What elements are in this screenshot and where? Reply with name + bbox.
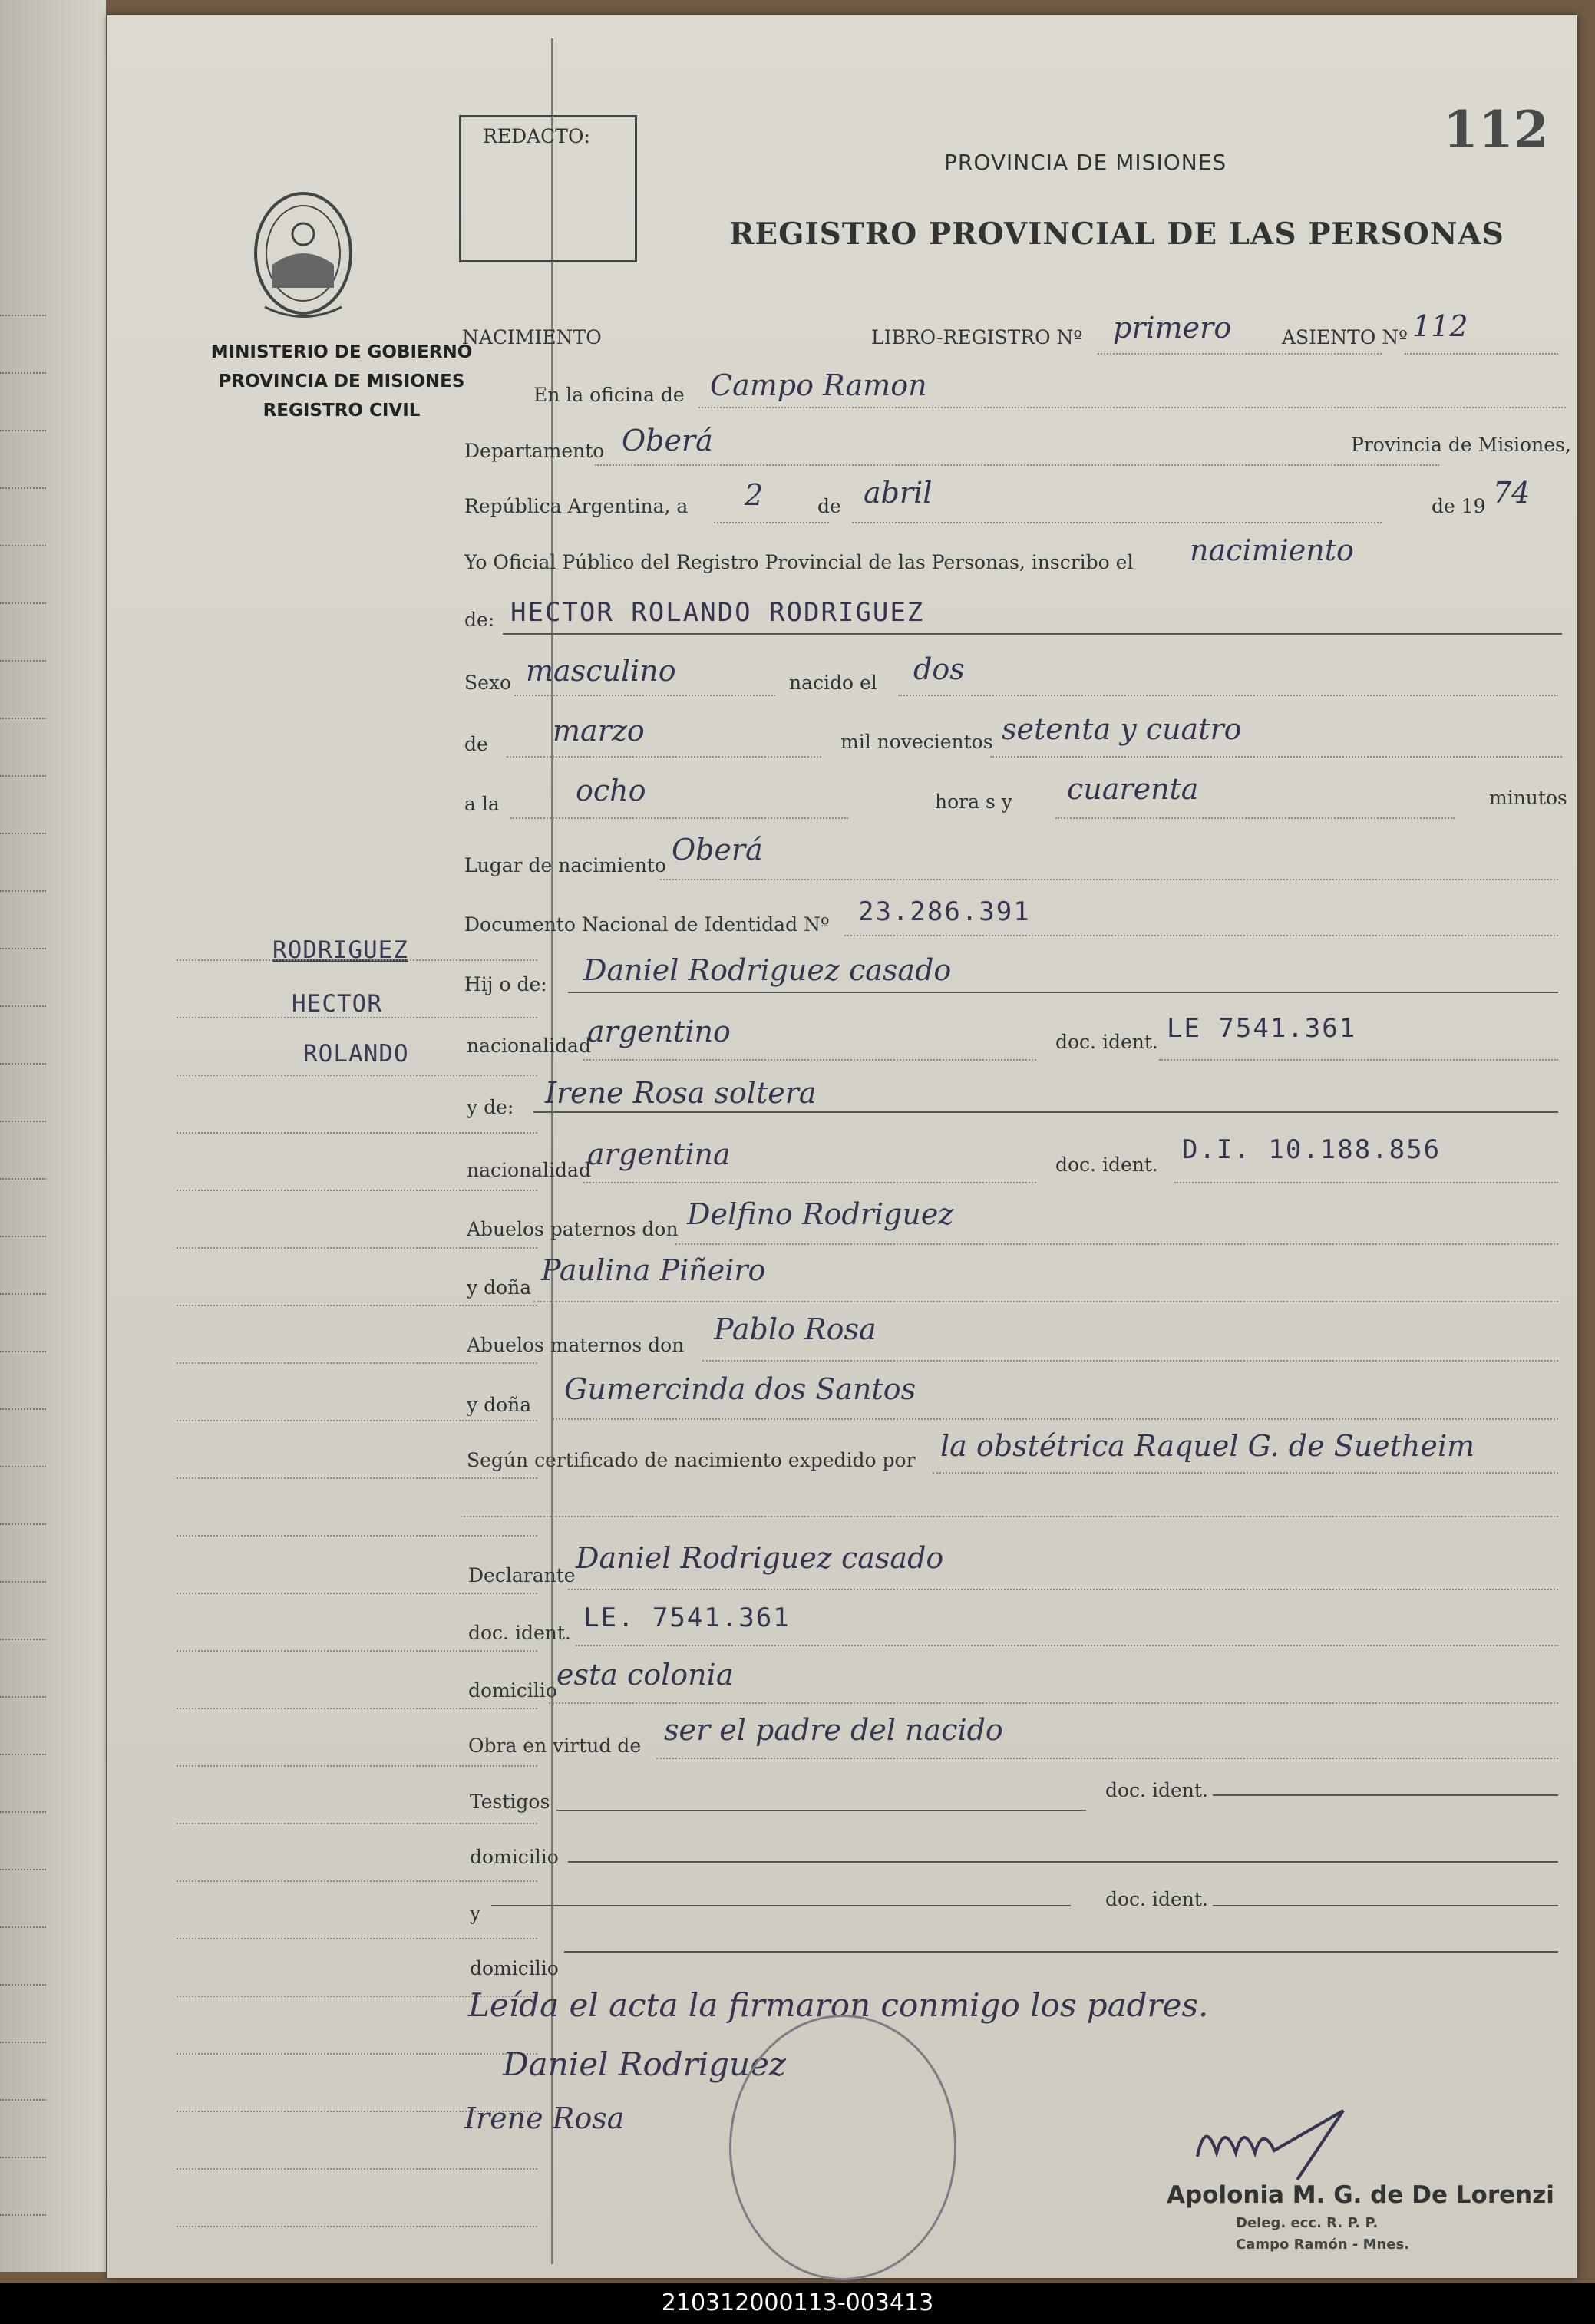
hora-line <box>510 817 848 819</box>
edge-rule <box>0 1581 46 1583</box>
edge-rule <box>0 1293 46 1295</box>
day-line <box>714 522 829 523</box>
docident3-line <box>576 1645 1558 1646</box>
nac2-value: argentina <box>587 1137 731 1171</box>
nombre-value: HECTOR ROLANDO RODRIGUEZ <box>510 597 925 628</box>
edge-rule <box>0 1926 46 1928</box>
edge-rule <box>0 1351 46 1352</box>
margin-rule <box>177 2226 537 2227</box>
margin-rule <box>177 1420 537 1421</box>
day-value: 2 <box>745 478 764 512</box>
edge-rule <box>0 1408 46 1410</box>
horas-label: hora s y <box>935 791 1012 813</box>
y-label: y <box>470 1902 481 1924</box>
edge-rule <box>0 2214 46 2216</box>
anio-nac-value: setenta y cuatro <box>1002 712 1242 746</box>
closing-line-3: Irene Rosa <box>464 2101 625 2135</box>
mes-nac-value: marzo <box>553 714 645 748</box>
domicilio2-label: domicilio <box>470 1846 559 1868</box>
abpat-line <box>675 1243 1558 1245</box>
edge-rule <box>0 315 46 316</box>
asiento-value: 112 <box>1412 309 1468 343</box>
ministry-heading <box>177 338 507 425</box>
madre-value: Irene Rosa soltera <box>545 1076 817 1110</box>
docident5-label: doc. ident. <box>1105 1888 1208 1910</box>
sexo-value: masculino <box>526 654 676 688</box>
abmat-label: Abuelos maternos don <box>467 1334 685 1356</box>
provincia-label: Provincia de Misiones, <box>1351 434 1571 456</box>
oficina-value: Campo Ramon <box>710 368 927 402</box>
edge-rule <box>0 1754 46 1755</box>
ydona1-label: y doña <box>467 1276 532 1299</box>
docident4-line <box>1213 1794 1558 1796</box>
abmat2-line <box>553 1418 1558 1420</box>
domicilio1-label: domicilio <box>468 1679 557 1702</box>
edge-rule <box>0 545 46 546</box>
docident2-label: doc. ident. <box>1055 1154 1158 1176</box>
margin-rule <box>177 1535 537 1537</box>
oficial-label: Yo Oficial Público del Registro Provincial de las Personas, inscribo el <box>464 551 1134 573</box>
domicilio1-value: esta colonia <box>556 1658 734 1692</box>
ydona2-label: y doña <box>467 1394 532 1416</box>
margin-rule <box>177 1190 537 1191</box>
obra-line <box>656 1758 1558 1759</box>
edge-rule <box>0 602 46 604</box>
edge-rule <box>0 718 46 719</box>
docident2-line <box>1174 1182 1558 1183</box>
libro-label: LIBRO-REGISTRO Nº <box>871 326 1083 348</box>
official-signature-icon <box>1182 2095 1412 2187</box>
abpat2-line <box>533 1301 1558 1302</box>
margin-rule <box>177 1305 537 1306</box>
oficial-value: nacimiento <box>1190 533 1354 567</box>
mes-nac-line <box>507 756 821 758</box>
image-id: 210312000113-003413 <box>661 2289 934 2316</box>
docident3-label: doc. ident. <box>468 1622 571 1644</box>
official-name: Apolonia M. G. de De Lorenzi <box>1167 2181 1554 2209</box>
margin-rule <box>177 1017 537 1018</box>
registry-stamp <box>729 2015 956 2280</box>
testigos-line <box>556 1810 1086 1811</box>
de3-label: de <box>464 733 488 755</box>
redacto-box <box>459 115 637 262</box>
year-suffix: 74 <box>1493 476 1531 510</box>
domicilio3-line <box>564 1951 1558 1953</box>
minutos-value: cuarenta <box>1067 772 1199 806</box>
nacido-line <box>898 695 1558 696</box>
abmat2-value: Gumercinda dos Santos <box>564 1372 916 1406</box>
abpat-value: Delfino Rodriguez <box>687 1197 954 1231</box>
margin-rule <box>177 1708 537 1709</box>
nac2-line <box>583 1182 1036 1183</box>
province-heading: PROVINCIA DE MISIONES <box>944 150 1227 175</box>
abpat-label: Abuelos paternos don <box>467 1218 679 1240</box>
edge-rule <box>0 2042 46 2043</box>
docident1-value: LE 7541.361 <box>1167 1013 1357 1044</box>
docident2-value: D.I. 10.188.856 <box>1182 1134 1441 1165</box>
edge-rule <box>0 1523 46 1525</box>
image-id-bar <box>0 2283 1595 2324</box>
margin-rule <box>177 959 537 961</box>
month-value: abril <box>864 476 933 510</box>
abpat2-value: Paulina Piñeiro <box>541 1253 766 1287</box>
margin-name-2: ROLANDO <box>303 1040 409 1068</box>
abmat-line <box>702 1360 1558 1362</box>
de2-label: de: <box>464 609 495 631</box>
margin-rule <box>177 1938 537 1939</box>
certificado-value: la obstétrica Raquel G. de Suetheim <box>940 1429 1475 1463</box>
register-page <box>107 15 1577 2278</box>
nac1-label: nacionalidad <box>467 1035 591 1057</box>
provincial-crest-icon <box>242 180 365 326</box>
certificado-line-2 <box>461 1516 1558 1517</box>
edge-rule <box>0 890 46 892</box>
nombre-line <box>503 633 1562 635</box>
margin-rule <box>177 2168 537 2170</box>
lugar-line <box>660 879 1558 880</box>
dni-value: 23.286.391 <box>858 896 1031 927</box>
edge-rule <box>0 2099 46 2101</box>
libro-value: primero <box>1113 311 1232 345</box>
certificado-label: Según certificado de nacimiento expedido por <box>467 1449 916 1471</box>
lugar-label: Lugar de nacimiento <box>464 854 666 876</box>
mil-label: mil novecientos <box>840 731 993 753</box>
margin-rule <box>177 1132 537 1134</box>
edge-rule <box>0 1869 46 1870</box>
padre-line <box>568 992 1558 993</box>
y-line <box>491 1905 1071 1906</box>
year-prefix: de 19 <box>1432 495 1486 517</box>
margin-rule <box>177 1765 537 1767</box>
ministry-line-1: MINISTERIO DE GOBIERNO <box>210 342 473 362</box>
edge-rule <box>0 1696 46 1698</box>
adjacent-page-edge <box>0 0 106 2272</box>
edge-rule <box>0 1063 46 1065</box>
dni-label: Documento Nacional de Identidad Nº <box>464 913 830 936</box>
official-location: Campo Ramón - Mnes. <box>1236 2237 1410 2253</box>
edge-rule <box>0 948 46 949</box>
docident4-label: doc. ident. <box>1105 1779 1208 1801</box>
sexo-label: Sexo <box>464 672 512 694</box>
edge-rule <box>0 1639 46 1640</box>
edge-rule <box>0 487 46 489</box>
testigos-label: Testigos <box>470 1791 550 1813</box>
edge-rule <box>0 1811 46 1813</box>
yde-label: y de: <box>467 1096 514 1118</box>
edge-rule <box>0 660 46 662</box>
margin-rule <box>177 2053 537 2055</box>
edge-rule <box>0 1178 46 1180</box>
declarante-label: Declarante <box>468 1564 576 1586</box>
departamento-line <box>595 464 1439 466</box>
oficina-label: En la oficina de <box>533 384 685 406</box>
nacimiento-label: NACIMIENTO <box>462 326 602 348</box>
obra-label: Obra en virtud de <box>468 1735 642 1757</box>
docident5-line <box>1213 1905 1558 1906</box>
ministry-line-3: REGISTRO CIVIL <box>263 401 421 421</box>
month-line <box>852 522 1382 523</box>
docident3-value: LE. 7541.361 <box>583 1603 791 1633</box>
declarante-value: Daniel Rodriguez casado <box>576 1541 944 1575</box>
nacido-label: nacido el <box>789 672 877 694</box>
registry-heading: REGISTRO PROVINCIAL DE LAS PERSONAS <box>729 216 1504 252</box>
sexo-line <box>514 695 775 696</box>
obra-value: ser el padre del nacido <box>664 1713 1003 1747</box>
nac1-value: argentino <box>587 1015 731 1048</box>
margin-rule <box>177 1247 537 1249</box>
edge-rule <box>0 1005 46 1007</box>
edge-rule <box>0 2157 46 2158</box>
margin-divider <box>551 38 553 2264</box>
margin-rule <box>177 1593 537 1594</box>
edge-rule <box>0 775 46 777</box>
margin-rule <box>177 1075 537 1076</box>
minutos-label: minutos <box>1489 787 1567 809</box>
declarante-line <box>568 1589 1558 1590</box>
oficina-line <box>698 407 1566 408</box>
nac2-label: nacionalidad <box>467 1159 591 1181</box>
margin-rule <box>177 1477 537 1479</box>
madre-line <box>533 1111 1558 1113</box>
lugar-value: Oberá <box>672 833 763 867</box>
abmat-value: Pablo Rosa <box>714 1312 877 1346</box>
dni-line <box>844 935 1558 936</box>
domicilio2-line <box>568 1861 1558 1863</box>
docident1-label: doc. ident. <box>1055 1031 1158 1053</box>
hora-value: ocho <box>576 774 646 807</box>
redacto-label: REDACTO: <box>483 125 590 147</box>
closing-line-2: Daniel Rodriguez <box>503 2045 787 2083</box>
hijo-label: Hij o de: <box>464 973 547 995</box>
certificado-line <box>933 1472 1558 1474</box>
folio-number: 112 <box>1443 100 1549 160</box>
edge-rule <box>0 1121 46 1122</box>
closing-line-1: Leída el acta la firmaron conmigo los padres. <box>468 1986 1209 2024</box>
official-title: Deleg. ecc. R. P. P. <box>1236 2215 1379 2231</box>
republica-label: República Argentina, a <box>464 495 689 517</box>
nacido-value: dos <box>913 652 965 686</box>
ministry-line-2: PROVINCIA DE MISIONES <box>218 371 465 391</box>
margin-rule <box>177 1362 537 1364</box>
margin-rule <box>177 1880 537 1882</box>
minutos-line <box>1055 817 1455 819</box>
nac1-line <box>583 1059 1036 1061</box>
margin-name-1: HECTOR <box>292 990 382 1018</box>
edge-rule <box>0 430 46 431</box>
docident1-line <box>1159 1059 1558 1061</box>
de-label: de <box>817 495 841 517</box>
departamento-label: Departamento <box>464 440 605 462</box>
edge-rule <box>0 1236 46 1237</box>
edge-rule <box>0 1466 46 1467</box>
domicilio3-label: domicilio <box>470 1957 559 1979</box>
anio-nac-line <box>990 756 1562 758</box>
asiento-line <box>1405 353 1558 355</box>
margin-rule <box>177 1823 537 1824</box>
margin-surname: RODRIGUEZ <box>272 936 408 964</box>
edge-rule <box>0 833 46 834</box>
libro-line <box>1098 353 1382 355</box>
ala-label: a la <box>464 793 500 815</box>
departamento-value: Oberá <box>622 424 713 457</box>
margin-rule <box>177 1650 537 1652</box>
padre-value: Daniel Rodriguez casado <box>583 953 952 987</box>
domicilio1-line <box>549 1702 1558 1704</box>
edge-rule <box>0 1984 46 1986</box>
asiento-label: ASIENTO Nº <box>1282 326 1408 348</box>
edge-rule <box>0 372 46 374</box>
